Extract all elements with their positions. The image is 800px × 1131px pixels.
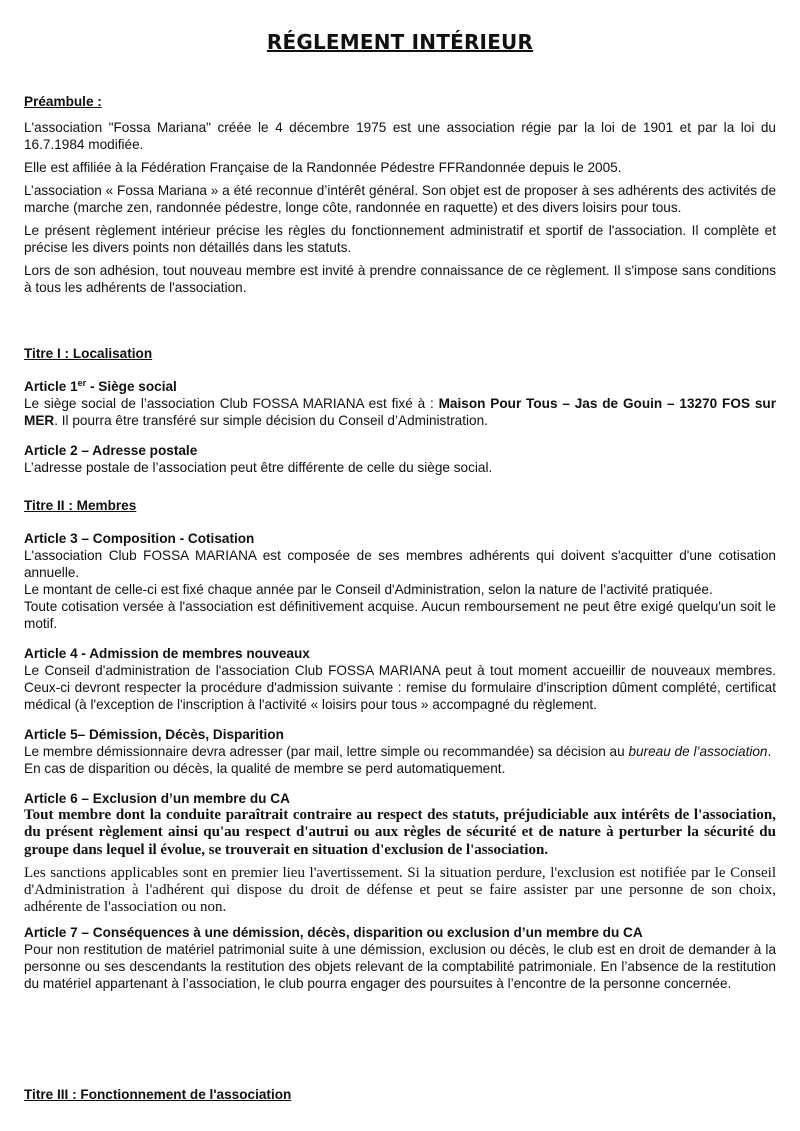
article-4-text: Le Conseil d'administration de l'association Club FOSSA MARIANA peut à tout moment accueillir de nouveaux membres. Ceux-ci devront respecter la procédure d'admission suivante : remise du formulaire d'inscription dûment complété, certificat médical (à l'exception de l'inscription à l'activité « loisirs pour tous » accompagné du règlement. xyxy=(24,663,776,712)
titre-1-heading: Titre I : Localisation xyxy=(24,346,153,361)
article-5-line-2: En cas de disparition ou décès, la qualité de membre se perd automatiquement. xyxy=(24,761,506,776)
page-title: RÉGLEMENT INTÉRIEUR xyxy=(266,30,534,54)
article-2-text: L’adresse postale de l’association peut être différente de celle du siège social. xyxy=(24,460,493,475)
titre-3-heading: Titre III : Fonctionnement de l'association xyxy=(24,1087,292,1102)
titre-2-section xyxy=(24,497,776,992)
article-7-heading: Article 7 – Conséquences à une démission, décès, disparition ou exclusion d’un membre du CA xyxy=(24,924,643,940)
article-6-text: Les sanctions applicables sont en premier lieu l'avertissement. Si la situation perdure, l'exclusion est notifiée par le Conseil d'Administration à l'adhérent qui dispose du droit de défense et peut se faire assister par une personne de son choix, adhérente de l'association ou non. xyxy=(24,864,776,916)
titre-1-section xyxy=(24,345,776,476)
preambule-paragraph-4: Le présent règlement intérieur précise les règles du fonctionnement administratif et sportif de l'association. Il complète et précise les divers points non détaillés dans les statuts. xyxy=(24,223,776,255)
preambule-paragraph-3: L’association « Fossa Mariana » a été reconnue d’intérêt général. Son objet est de proposer à ses adhérents des activités de marche (marche zen, randonnée pédestre, longe côte, randonnée en raquette) et des divers loisirs pour tous. xyxy=(24,183,776,215)
preambule-paragraph-2: Elle est affiliée à la Fédération Française de la Randonnée Pédestre FFRandonnée depuis le 2005. xyxy=(24,160,622,175)
article-7-text: Pour non restitution de matériel patrimonial suite à une démission, exclusion ou décès, le club est en droit de demander à la personne ou ses descendants la restitution des objets relevant de la comptabilité patrimoniale. En l’absence de la restitution du matériel appartenant à l’association, le club pourra engager des poursuites à l’encontre de la personne concernée. xyxy=(24,941,776,991)
article-4-heading: Article 4 - Admission de membres nouveaux xyxy=(24,646,310,661)
preambule-section xyxy=(24,93,776,296)
article-1-heading: Article 1er - Siège social xyxy=(24,378,177,394)
article-5-text: Le membre démissionnaire devra adresser (par mail, lettre simple ou recommandée) sa décision au bureau de l’association. xyxy=(24,744,772,759)
titre-2-heading: Titre II : Membres xyxy=(24,498,137,513)
preambule-paragraph-1: L'association "Fossa Mariana" créée le 4 décembre 1975 est une association régie par la loi de 1901 et par la loi du 16.7.1984 modifiée. xyxy=(24,120,776,152)
article-3-line-3: Toute cotisation versée à l'association est définitivement acquise. Aucun remboursement ne peut être exigé quelqu'un soit le motif. xyxy=(24,599,776,631)
preambule-heading: Préambule : xyxy=(24,94,102,109)
article-5-heading: Article 5– Démission, Décès, Disparition xyxy=(24,727,284,742)
article-3-line-2: Le montant de celle-ci est fixé chaque année par le Conseil d'Administration, selon la nature de l’activité pratiquée. xyxy=(24,582,713,597)
article-6-bold-text: Tout membre dont la conduite paraîtrait contraire au respect des statuts, préjudiciable aux intérêts de l'association, du présent règlement ainsi qu'au respect d'autrui ou aux règles de sécurité et de nature à perturber la sécurité du groupe dans lequel il évolue, se trouverait en situation d'exclusion de l'association. xyxy=(24,807,776,858)
article-1-text: Le siège social de l’association Club FOSSA MARIANA est fixé à : Maison Pour Tous – Jas de Gouin – 13270 FOS sur MER. Il pourra être transféré sur simple décision du Conseil d’Administration. xyxy=(24,396,776,428)
article-3-line-1: L'association Club FOSSA MARIANA est composée de ses membres adhérents qui doivent s'acquitter d'une cotisation annuelle. xyxy=(24,548,776,580)
article-3-heading: Article 3 – Composition - Cotisation xyxy=(24,531,255,546)
article-6-heading: Article 6 – Exclusion d’un membre du CA xyxy=(24,791,290,806)
titre-3-section xyxy=(24,1086,776,1103)
article-2-heading: Article 2 – Adresse postale xyxy=(24,443,198,458)
preambule-paragraph-5: Lors de son adhésion, tout nouveau membre est invité à prendre connaissance de ce règlement. Il s'impose sans conditions à tous les adhérents de l'association. xyxy=(24,263,776,295)
